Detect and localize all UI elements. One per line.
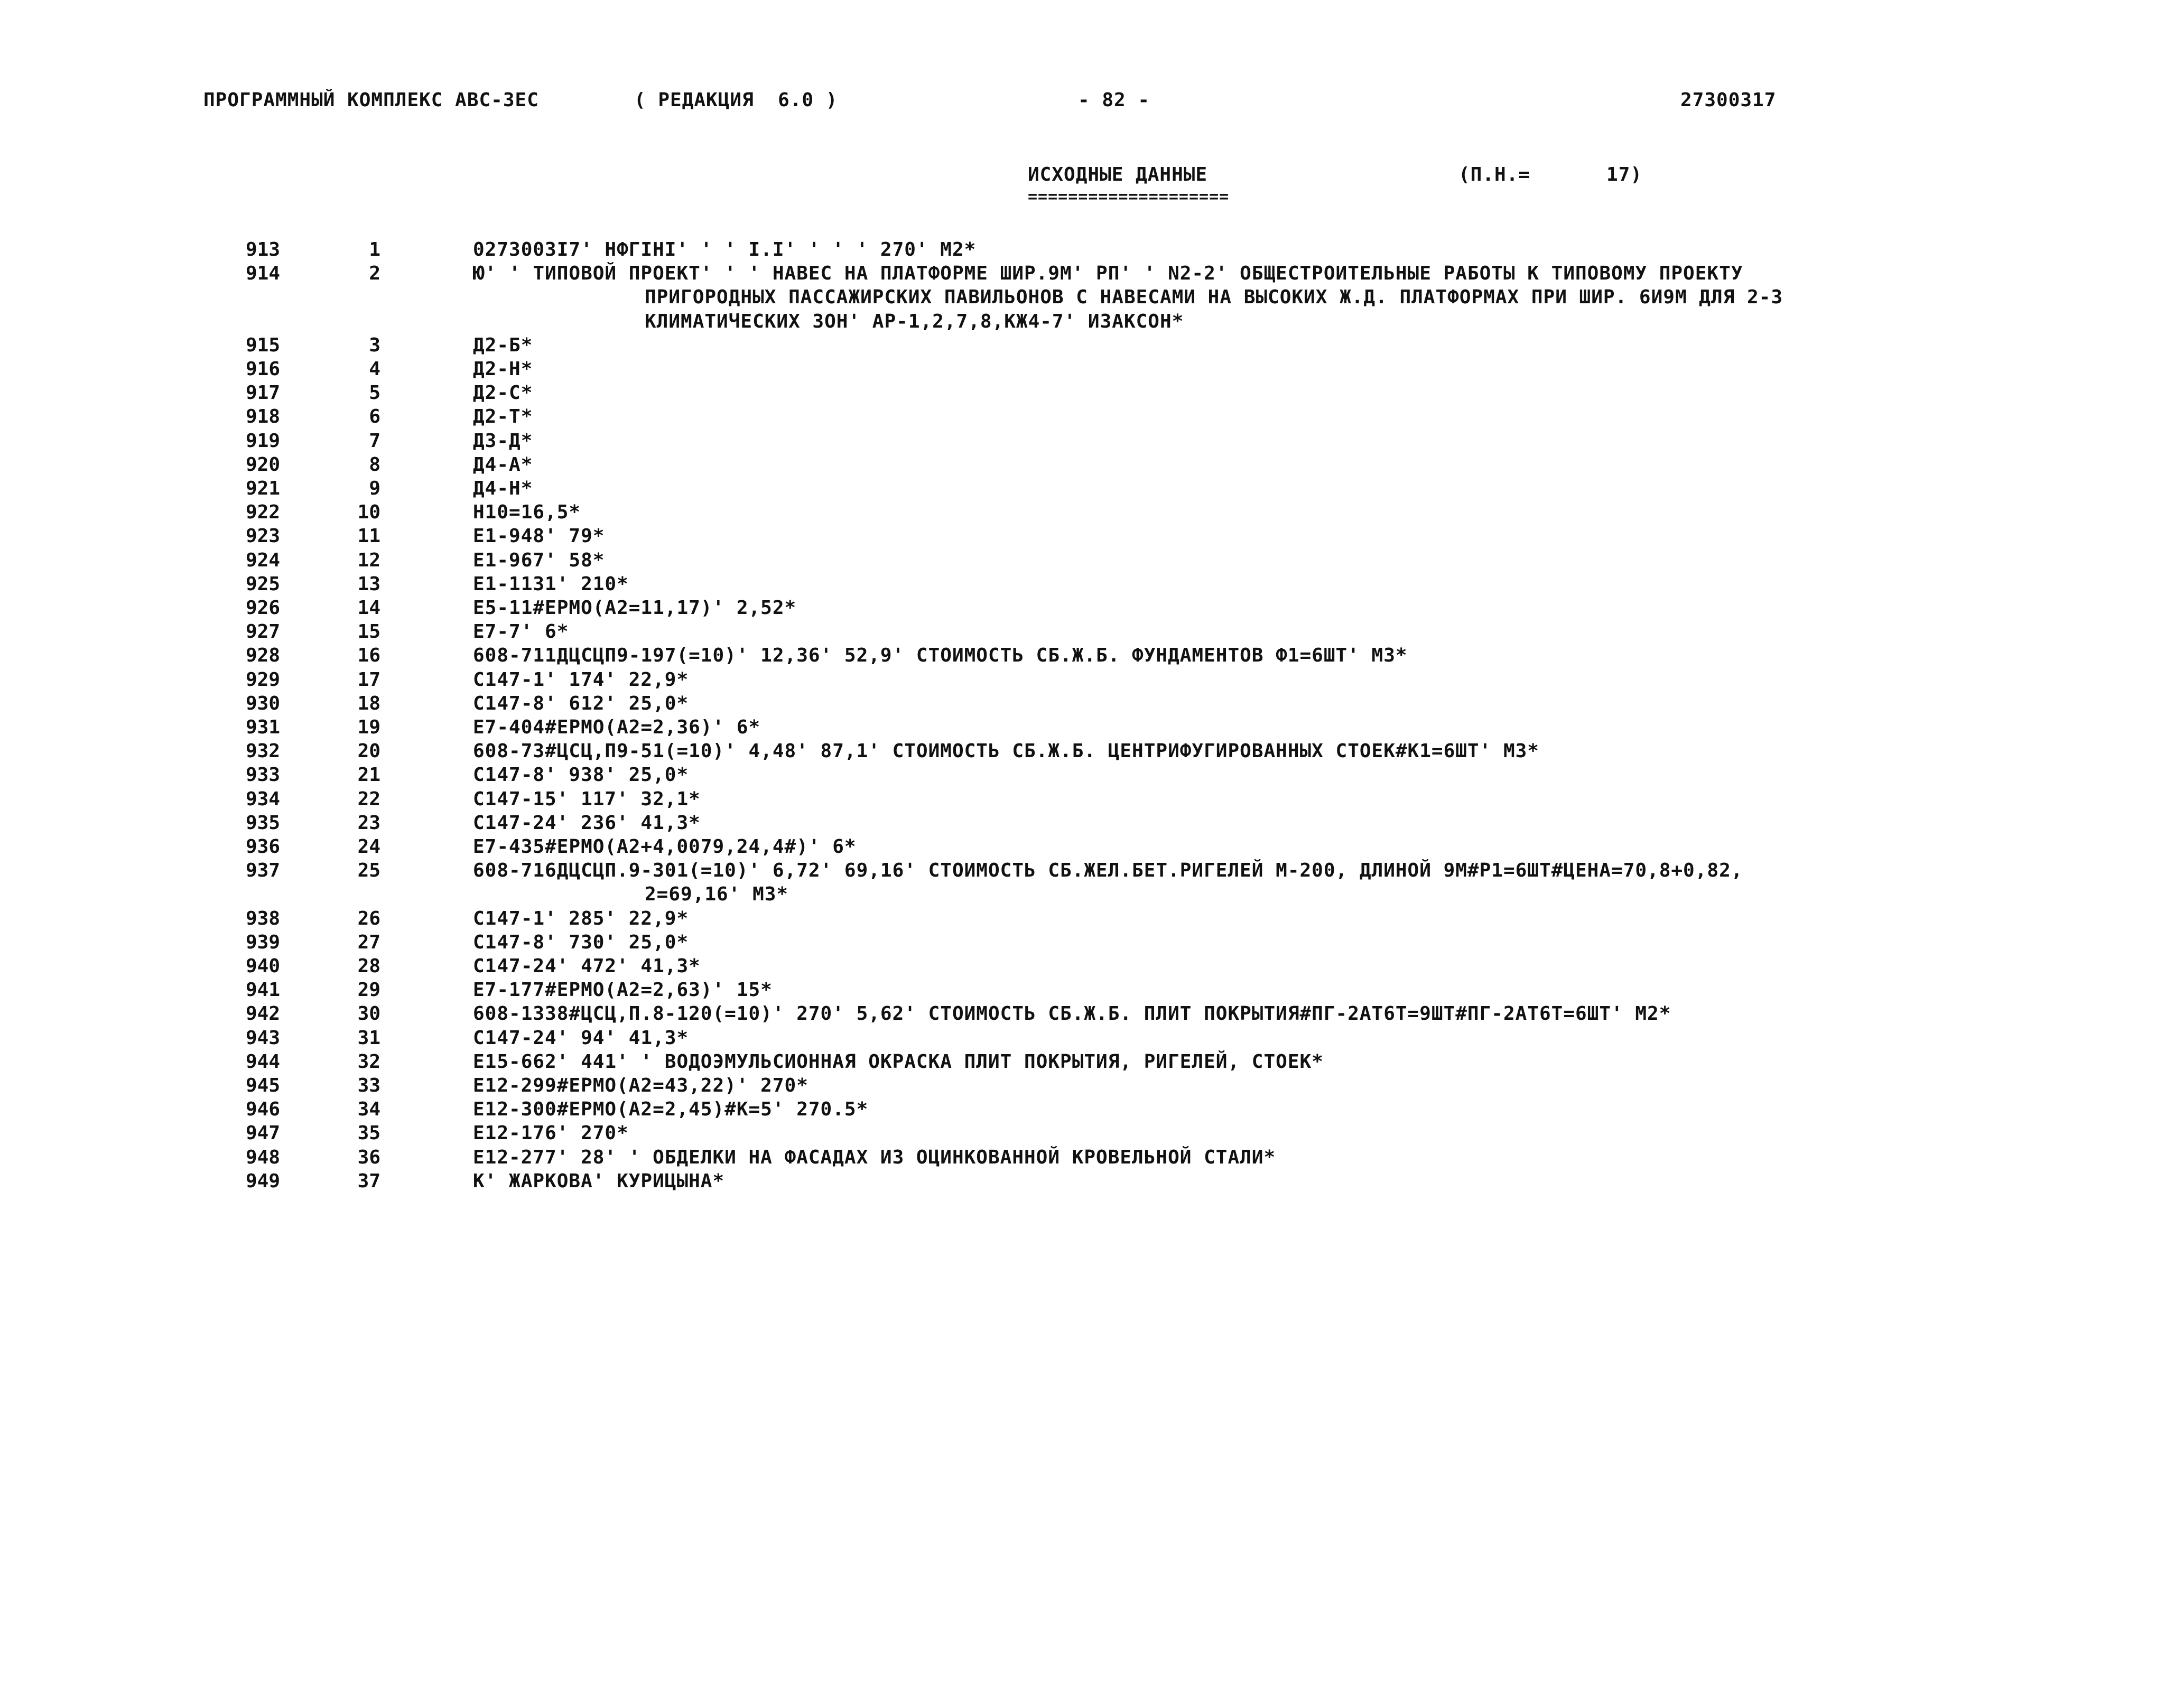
listing-row <box>0 957 2184 980</box>
line-number: 943 <box>245 1027 280 1049</box>
section-underline: ==================== <box>1028 188 1230 206</box>
record-text: ПРИГОРОДНЫХ ПАССАЖИРСКИХ ПАВИЛЬОНОВ С НАВЕСАМИ НА ВЫСОКИХ Ж.Д. ПЛАТФОРМАХ ПРИ ШИР. 6И9М ДЛЯ 2-3 <box>645 286 1783 308</box>
record-text: 608-716ДЦСЦП.9-301(=10)' 6,72' 69,16' СТОИМОСТЬ СБ.ЖЕЛ.БЕТ.РИГЕЛЕЙ М-200, ДЛИНОЙ 9М#Р1=6ШТ#ЦЕНА=70,8+0,82, <box>473 860 1743 881</box>
line-number: 929 <box>245 669 280 691</box>
listing-row <box>0 646 2184 669</box>
listing-row <box>0 837 2184 861</box>
record-text: С147-1' 174' 22,9* <box>473 669 689 691</box>
record-text: Е1-1131' 210* <box>473 573 629 595</box>
record-index: 25 <box>357 860 380 881</box>
line-number: 944 <box>245 1051 280 1073</box>
line-number: 948 <box>245 1147 280 1168</box>
record-index: 10 <box>357 501 380 523</box>
record-text: Д2-Н* <box>473 358 533 380</box>
listing-row <box>0 814 2184 837</box>
record-text: Е7-435#ЕРМО(А2+4,0079,24,4#)' 6* <box>473 836 857 858</box>
line-number: 941 <box>245 979 280 1001</box>
record-text: С147-8' 612' 25,0* <box>473 693 689 714</box>
record-index: 32 <box>357 1051 380 1073</box>
record-text: Е12-299#ЕРМО(А2=43,22)' 270* <box>473 1075 808 1096</box>
listing-row <box>0 575 2184 598</box>
record-index: 31 <box>357 1027 380 1049</box>
line-number: 921 <box>245 478 280 499</box>
line-number: 919 <box>245 430 280 452</box>
listing-row <box>0 503 2184 526</box>
record-text: Ю' ' ТИПОВОЙ ПРОЕКТ' ' ' НАВЕС НА ПЛАТФОРМЕ ШИР.9М' РП' ' N2-2' ОБЩЕСТРОИТЕЛЬНЫЕ РАБОТЫ К ТИПОВОМУ ПРОЕКТУ <box>473 263 1743 284</box>
line-number: 946 <box>245 1098 280 1120</box>
record-text: Е12-176' 270* <box>473 1122 629 1144</box>
pn-value: 17) <box>1606 164 1643 185</box>
record-index: 6 <box>369 406 380 427</box>
listing-row <box>0 407 2184 431</box>
listing-row <box>0 981 2184 1004</box>
program-name: ПРОГРАММНЫЙ КОМПЛЕКС АВС-ЗЕС <box>203 89 539 111</box>
listing-row <box>0 479 2184 502</box>
record-text: Е7-7' 6* <box>473 621 569 643</box>
listing-row <box>0 861 2184 885</box>
record-text: С147-8' 730' 25,0* <box>473 932 689 953</box>
listing-row <box>0 432 2184 455</box>
line-number: 920 <box>245 454 280 476</box>
record-text: Е1-948' 79* <box>473 525 605 547</box>
record-text: 2=69,16' М3* <box>645 883 789 905</box>
listing-row <box>0 790 2184 813</box>
record-text: С147-8' 938' 25,0* <box>473 764 689 786</box>
record-index: 33 <box>357 1075 380 1096</box>
listing-row <box>0 1124 2184 1147</box>
listing-row <box>0 360 2184 383</box>
record-index: 19 <box>357 716 380 738</box>
listing-row <box>0 694 2184 718</box>
record-index: 12 <box>357 550 380 571</box>
line-number: 914 <box>245 263 280 284</box>
record-text: С147-1' 285' 22,9* <box>473 908 689 929</box>
record-text: 608-711ДЦСЦП9-197(=10)' 12,36' 52,9' СТОИМОСТЬ СБ.Ж.Б. ФУНДАМЕНТОВ Ф1=6ШТ' М3* <box>473 645 1408 666</box>
record-text: 0273003I7' НФГIНI' ' ' I.I' ' ' ' 270' М2* <box>473 239 977 260</box>
line-number: 918 <box>245 406 280 427</box>
record-index: 26 <box>357 908 380 929</box>
record-index: 23 <box>357 812 380 834</box>
line-number: 916 <box>245 358 280 380</box>
listing-row <box>0 909 2184 933</box>
record-text: Е7-177#ЕРМО(А2=2,63)' 15* <box>473 979 773 1001</box>
record-index: 22 <box>357 788 380 810</box>
record-index: 5 <box>369 382 380 404</box>
record-text: Е7-404#ЕРМО(А2=2,36)' 6* <box>473 716 761 738</box>
record-text: Е12-277' 28' ' ОБДЕЛКИ НА ФАСАДАХ ИЗ ОЦИНКОВАННОЙ КРОВЕЛЬНОЙ СТАЛИ* <box>473 1147 1276 1168</box>
line-number: 934 <box>245 788 280 810</box>
line-number: 938 <box>245 908 280 929</box>
record-text: К' ЖАРКОВА' КУРИЦЫНА* <box>473 1170 725 1192</box>
line-number: 928 <box>245 645 280 666</box>
line-number: 937 <box>245 860 280 881</box>
record-text: С147-24' 472' 41,3* <box>473 955 701 977</box>
record-index: 29 <box>357 979 380 1001</box>
listing-row <box>0 1100 2184 1123</box>
line-number: 942 <box>245 1003 280 1025</box>
record-index: 15 <box>357 621 380 643</box>
record-index: 1 <box>369 239 380 260</box>
record-index: 17 <box>357 669 380 691</box>
record-text: С147-24' 236' 41,3* <box>473 812 701 834</box>
record-index: 35 <box>357 1122 380 1144</box>
record-index: 24 <box>357 836 380 858</box>
line-number: 947 <box>245 1122 280 1144</box>
listing-row <box>0 1076 2184 1100</box>
record-index: 14 <box>357 597 380 619</box>
record-index: 28 <box>357 955 380 977</box>
page-number: - 82 - <box>1078 89 1150 111</box>
line-number: 930 <box>245 693 280 714</box>
line-number: 932 <box>245 740 280 762</box>
pn-label: (П.Н.= <box>1458 164 1531 185</box>
listing-row <box>0 455 2184 479</box>
record-text: Д3-Д* <box>473 430 533 452</box>
record-text: Д2-С* <box>473 382 533 404</box>
record-index: 36 <box>357 1147 380 1168</box>
listing-row <box>0 240 2184 264</box>
record-text: КЛИМАТИЧЕСКИХ ЗОН' АР-1,2,7,8,КЖ4-7' ИЗАКСОН* <box>645 311 1184 332</box>
record-text: Е15-662' 441' ' ВОДОЭМУЛЬСИОННАЯ ОКРАСКА ПЛИТ ПОКРЫТИЯ, РИГЕЛЕЙ, СТОЕК* <box>473 1051 1324 1073</box>
line-number: 913 <box>245 239 280 260</box>
line-number: 926 <box>245 597 280 619</box>
listing-row <box>0 671 2184 694</box>
line-number: 925 <box>245 573 280 595</box>
listing-row <box>0 527 2184 550</box>
line-number: 933 <box>245 764 280 786</box>
listing-row <box>0 599 2184 622</box>
record-text: 608-73#ЦСЦ,П9-51(=10)' 4,48' 87,1' СТОИМОСТЬ СБ.Ж.Б. ЦЕНТРИФУГИРОВАННЫХ СТОЕК#К1=6ШТ' М3* <box>473 740 1539 762</box>
listing-row <box>0 718 2184 741</box>
record-index: 9 <box>369 478 380 499</box>
record-text: Д2-Б* <box>473 334 533 356</box>
record-index: 7 <box>369 430 380 452</box>
listing-row <box>0 1029 2184 1052</box>
line-number: 940 <box>245 955 280 977</box>
document-code: 27300317 <box>1680 89 1777 111</box>
record-index: 20 <box>357 740 380 762</box>
record-text: Н10=16,5* <box>473 501 581 523</box>
record-text: Е12-300#ЕРМО(А2=2,45)#К=5' 270.5* <box>473 1098 869 1120</box>
record-text: Е5-11#ЕРМО(А2=11,17)' 2,52* <box>473 597 797 619</box>
record-index: 16 <box>357 645 380 666</box>
record-index: 27 <box>357 932 380 953</box>
record-index: 37 <box>357 1170 380 1192</box>
listing-row <box>0 766 2184 789</box>
record-text: Д4-Н* <box>473 478 533 499</box>
line-number: 935 <box>245 812 280 834</box>
listing-row <box>0 1053 2184 1076</box>
line-number: 949 <box>245 1170 280 1192</box>
record-index: 3 <box>369 334 380 356</box>
line-number: 917 <box>245 382 280 404</box>
record-index: 18 <box>357 693 380 714</box>
listing-row <box>0 551 2184 574</box>
line-number: 931 <box>245 716 280 738</box>
record-text: 608-1338#ЦСЦ,П.8-120(=10)' 270' 5,62' СТОИМОСТЬ СБ.Ж.Б. ПЛИТ ПОКРЫТИЯ#ПГ-2АТ6Т=9ШТ#ПГ-2АТ6Т=6ШТ' М2* <box>473 1003 1671 1025</box>
listing-row <box>0 1004 2184 1028</box>
record-text: Е1-967' 58* <box>473 550 605 571</box>
record-index: 21 <box>357 764 380 786</box>
record-index: 8 <box>369 454 380 476</box>
listing-row <box>0 622 2184 646</box>
line-number: 939 <box>245 932 280 953</box>
listing-continuation-row <box>0 312 2184 336</box>
record-index: 2 <box>369 263 380 284</box>
listing-row <box>0 742 2184 765</box>
record-index: 13 <box>357 573 380 595</box>
record-text: Д4-А* <box>473 454 533 476</box>
listing-row <box>0 264 2184 287</box>
line-number: 923 <box>245 525 280 547</box>
listing-row <box>0 384 2184 407</box>
line-number: 924 <box>245 550 280 571</box>
line-number: 927 <box>245 621 280 643</box>
record-index: 30 <box>357 1003 380 1025</box>
listing-continuation-row <box>0 288 2184 311</box>
line-number: 936 <box>245 836 280 858</box>
listing-row <box>0 1172 2184 1195</box>
line-number: 922 <box>245 501 280 523</box>
edition-label: ( РЕДАКЦИЯ 6.0 ) <box>634 89 838 111</box>
listing-continuation-row <box>0 885 2184 908</box>
record-index: 11 <box>357 525 380 547</box>
record-text: С147-15' 117' 32,1* <box>473 788 701 810</box>
line-number: 915 <box>245 334 280 356</box>
listing-row <box>0 933 2184 956</box>
listing-row <box>0 336 2184 359</box>
record-text: С147-24' 94' 41,3* <box>473 1027 689 1049</box>
listing-row <box>0 1148 2184 1171</box>
record-index: 4 <box>369 358 380 380</box>
record-text: Д2-Т* <box>473 406 533 427</box>
record-index: 34 <box>357 1098 380 1120</box>
section-title: ИСХОДНЫЕ ДАННЫЕ <box>1028 164 1208 185</box>
line-number: 945 <box>245 1075 280 1096</box>
